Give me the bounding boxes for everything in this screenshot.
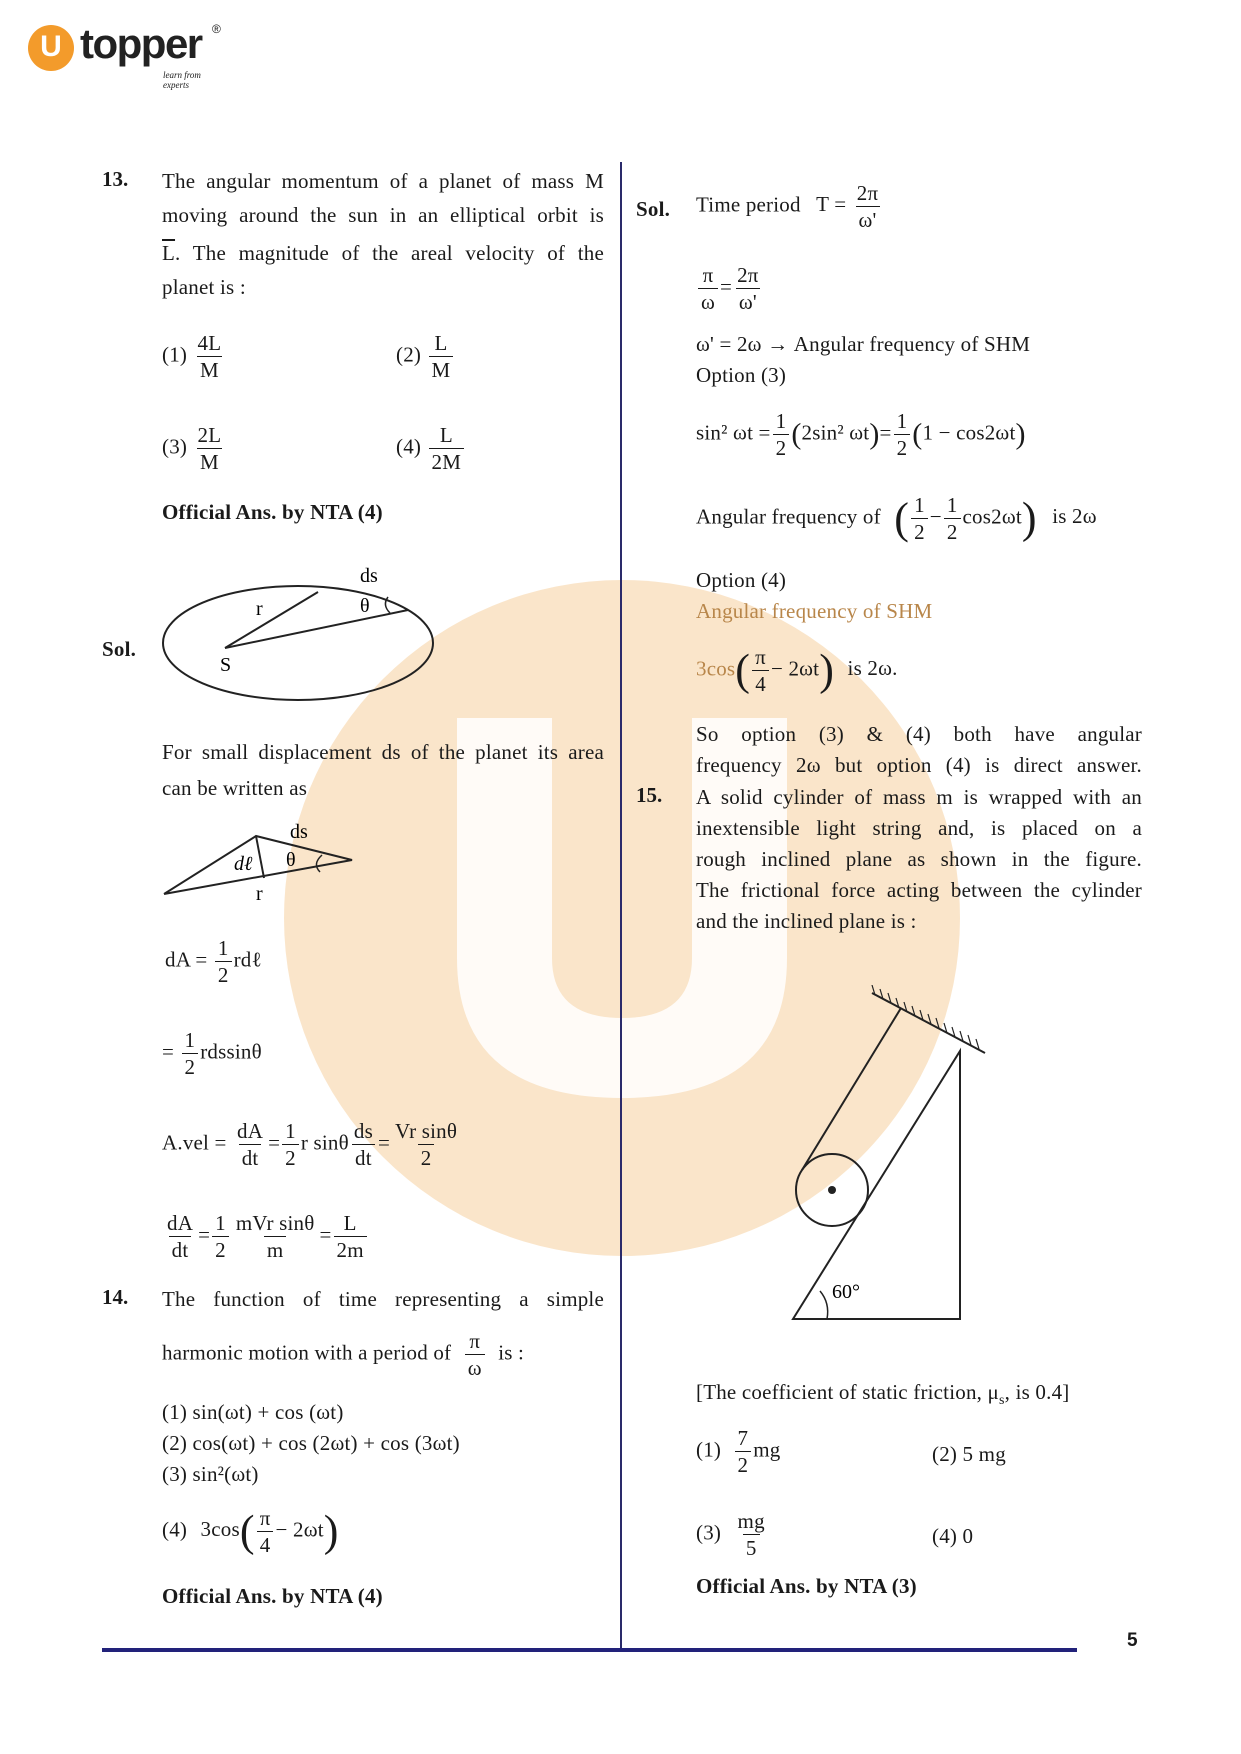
sol14-label: Sol.: [636, 197, 671, 221]
q15-option-2: (2) 5 mg: [932, 1442, 1006, 1466]
sol14-line4: Option (3): [696, 363, 787, 387]
q14-option-2: (2) cos(ωt) + cos (2ωt) + cos (3ωt): [162, 1431, 460, 1455]
fraction: $\frac{ds}{dt}$: [353, 1119, 373, 1170]
q15-coefficient: [The coefficient of static friction, $\mu_s$, is 0.4]: [696, 1380, 1070, 1409]
q13-option-2: [396, 330, 455, 383]
q13-text: [162, 167, 604, 301]
fig1-theta-label: θ: [360, 595, 370, 617]
q15-line2: inextensible light string and, is placed on a: [696, 816, 1142, 840]
fraction: $\frac{1}{2}$: [773, 408, 790, 461]
sol13-line1: For small displacement ds of the planet its area: [162, 740, 604, 764]
q14-official-answer: Official Ans. by NTA (4): [162, 1584, 383, 1608]
fraction: $\frac{\pi}{\omega}$: [465, 1328, 485, 1381]
fraction: $\frac{\pi}{\omega}$: [698, 262, 718, 315]
fraction: $\frac{dA}{dt}$: [167, 1211, 194, 1262]
q14-option-4: (4) 3cos( $\frac{\pi}{4}$ − 2ωt): [162, 1506, 339, 1557]
sol14-eq9: 3cos( $\frac{\pi}{4}$ − 2ωt) is 2ω.: [696, 645, 898, 696]
q14-line1: The function of time representing a simple: [162, 1287, 604, 1311]
fraction: $\frac{1}{2}$: [894, 408, 911, 461]
q15-official-answer: Official Ans. by NTA (3): [696, 1574, 917, 1598]
fraction: $\frac{7}{2}$: [735, 1425, 752, 1478]
q13-line2: moving around the sun in an elliptical orbit is: [162, 203, 604, 227]
sol14-conclusion: [696, 720, 1142, 779]
sol13-eq3: A.vel = $\frac{dA}{dt}$ = $\frac{1}{2}$ r sinθ $\frac{ds}{dt}$ = $\frac{\text{Vr sinθ}}{2}$: [162, 1118, 462, 1171]
column-divider: [620, 162, 622, 1650]
sol13-label: Sol.: [102, 637, 137, 661]
fraction: $\frac{1}{2}$: [215, 935, 232, 988]
sol14-eq2: $\frac{\pi}{\omega}$ = $\frac{2\pi}{\omega'}$: [696, 262, 764, 315]
fig2-dl-label: dℓ: [234, 853, 253, 875]
fig2-r-label: r: [256, 883, 263, 905]
q15-option-1: (1) $\frac{7}{2}$ mg: [696, 1426, 781, 1477]
sol14-line11: frequency 2ω but option (4) is direct answer.: [696, 753, 1142, 777]
fig1-ds-label: ds: [360, 565, 378, 587]
inclined-plane-figure: [780, 985, 1000, 1335]
q15-option-3: (3) $\frac{mg}{5}$: [696, 1508, 770, 1561]
fraction: $\frac{L}{M}$: [429, 330, 454, 383]
option-label: (4): [396, 434, 422, 459]
angular-momentum-symbol: $\overline{L}$: [162, 241, 176, 265]
fig1-r-label: r: [256, 598, 263, 620]
fraction: $\frac{mg}{5}$: [737, 1509, 765, 1560]
q13-option-3: [162, 422, 226, 475]
q14-option-3: (3) sin²(ωt): [162, 1462, 259, 1486]
ellipse-orbit-figure: [160, 560, 450, 710]
sol13-eq1: dA = $\frac{1}{2}$ rdℓ: [165, 936, 262, 987]
angle-label: 60°: [832, 1281, 860, 1303]
sol14-line10: So option (3) & (4) both have angular: [696, 722, 1142, 746]
fig1-s-label: S: [220, 654, 232, 676]
small-triangle-figure: [160, 820, 360, 910]
q15-line1: A solid cylinder of mass m is wrapped with an: [696, 785, 1142, 809]
header-logo: [28, 20, 228, 90]
fraction: $\frac{1}{2}$: [911, 492, 928, 545]
fraction: $\frac{1}{2}$: [282, 1118, 299, 1171]
q13-option-1: [162, 330, 226, 383]
sol13-eq4: $\frac{dA}{dt}$ = $\frac{1}{2}$ $\frac{\text{mVr sinθ}}{m}$ = $\frac{L}{2m}$: [162, 1210, 369, 1263]
fraction: $\frac{2L}{M}$: [197, 423, 222, 474]
fraction: $\frac{dA}{dt}$: [237, 1119, 264, 1170]
fraction: $\frac{1}{2}$: [182, 1027, 199, 1080]
sol14-line3: ω' = 2ω → Angular frequency of SHM: [696, 332, 1031, 356]
q13-line3-text: . The magnitude of the areal velocity of the: [175, 241, 604, 265]
q15-option-4: (4) 0: [932, 1524, 974, 1548]
logo-tagline: learn from experts: [163, 70, 201, 90]
fig2-ds-label: ds: [290, 821, 308, 843]
sol13-text: [162, 738, 604, 802]
logo-circle-icon: U: [28, 25, 74, 71]
q13-official-answer: Official Ans. by NTA (4): [162, 500, 383, 524]
sol14-line7: Option (4): [696, 568, 787, 592]
logo-text: topper: [80, 20, 202, 67]
fig2-theta-label: θ: [286, 849, 296, 871]
logo-registered: ®: [212, 22, 221, 36]
q13-line1: The angular momentum of a planet of mass M: [162, 169, 604, 193]
q15-text: [696, 783, 1142, 935]
q15-line3: rough inclined plane as shown in the figure.: [696, 847, 1142, 871]
sol14-line1: Time period T = $\frac{2\pi}{\omega'}$: [696, 180, 883, 233]
page-number: 5: [1127, 1630, 1138, 1651]
sol13-eq2: = $\frac{1}{2}$ rdssinθ: [162, 1028, 262, 1079]
fraction: $\frac{\pi}{4}$: [752, 644, 769, 697]
fraction: $\frac{L}{2M}$: [429, 422, 465, 475]
option-label: (3): [162, 434, 188, 459]
fraction: $\frac{\text{Vr sinθ}}{2}$: [395, 1119, 458, 1170]
q15-line5: and the inclined plane is :: [696, 909, 917, 933]
q13-option-4: [396, 422, 466, 475]
option-label: (2): [396, 342, 422, 367]
sol14-line8: Angular frequency of SHM: [696, 599, 933, 623]
fraction: $\frac{2\pi}{\omega'}$: [856, 181, 879, 232]
sol14-line6: Angular frequency of ( $\frac{1}{2}$ − $\frac{1}{2}$ cos2ωt) is 2ω: [696, 493, 1097, 544]
footer-rule: [102, 1648, 1077, 1652]
q14-option-1: (1) sin(ωt) + cos (ωt): [162, 1400, 344, 1424]
q15-line4: The frictional force acting between the cylinder: [696, 878, 1142, 902]
fraction: $\frac{1}{2}$: [944, 492, 961, 545]
q14-line2: harmonic motion with a period of $\frac{\pi}{\omega}$ is :: [162, 1329, 525, 1380]
fraction: $\frac{\text{mVr sinθ}}{m}$: [235, 1211, 315, 1262]
q15-number: 15.: [636, 783, 663, 807]
fraction: $\frac{2\pi}{\omega'}$: [737, 263, 759, 314]
fraction: $\frac{\pi}{4}$: [257, 1505, 274, 1558]
q13-line3: [162, 239, 604, 267]
q13-line4: planet is :: [162, 275, 246, 299]
option-label: (1): [162, 342, 188, 367]
q14-number: 14.: [102, 1285, 129, 1309]
sol14-eq5: sin² ωt = $\frac{1}{2}$ (2sin² ωt)= $\frac{1}{2}$ (1 − cos2ωt): [696, 409, 1026, 460]
sol13-line2: can be written as: [162, 776, 308, 800]
fraction: $\frac{4L}{M}$: [197, 331, 222, 382]
fraction: $\frac{L}{2m}$: [334, 1210, 367, 1263]
fraction: $\frac{1}{2}$: [212, 1210, 229, 1263]
q13-number: 13.: [102, 167, 129, 191]
